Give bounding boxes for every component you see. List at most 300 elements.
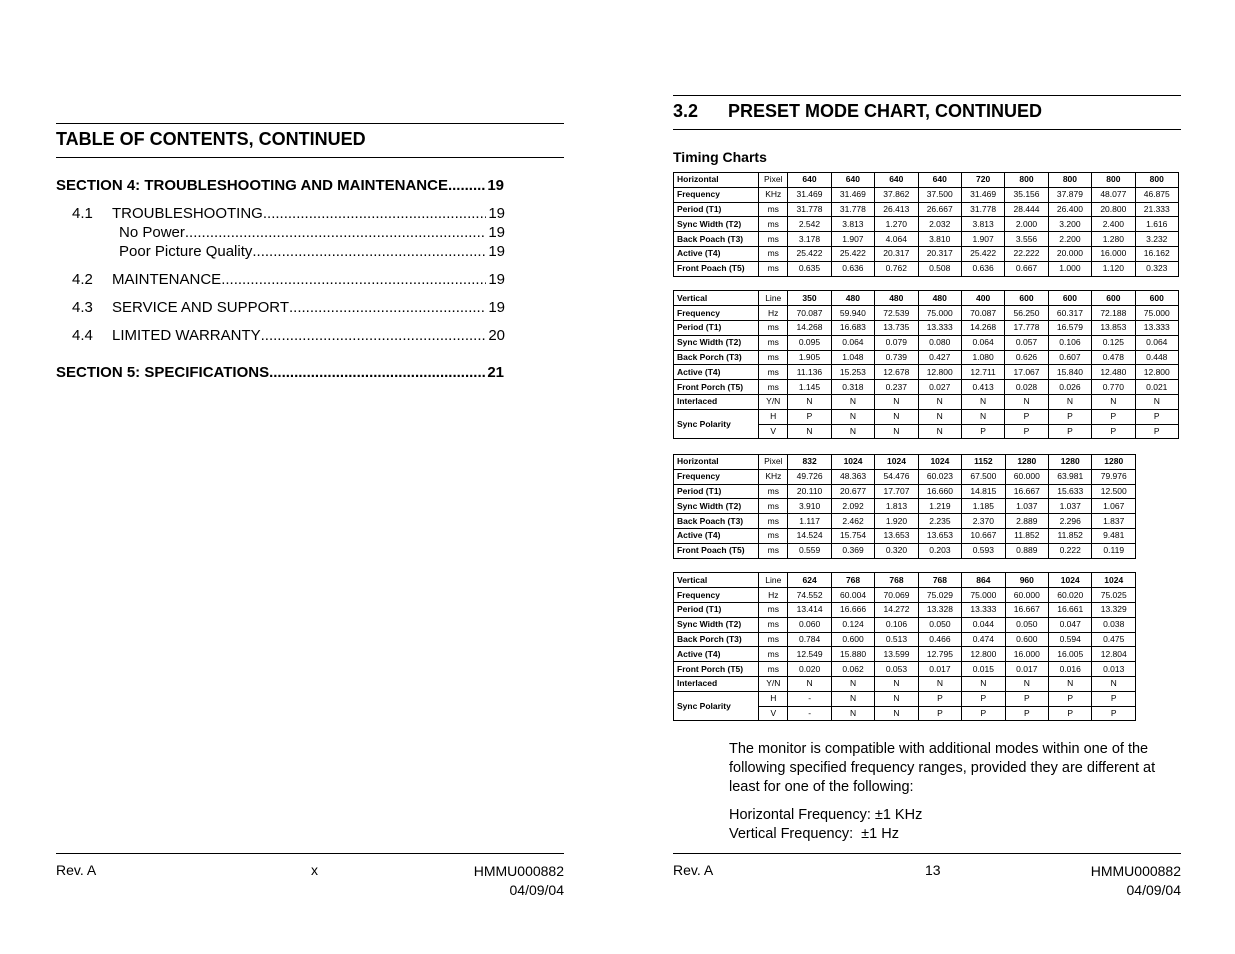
- value-cell: 0.079: [875, 335, 918, 350]
- value-cell: 28.444: [1005, 202, 1048, 217]
- row-label-cell: Active (T4): [674, 528, 759, 543]
- value-cell: 1.905: [788, 350, 831, 365]
- value-cell: 350: [788, 291, 831, 306]
- value-cell: 13.333: [918, 320, 961, 335]
- value-cell: P: [1092, 691, 1136, 706]
- value-cell: 640: [788, 173, 831, 188]
- value-cell: 0.475: [1092, 632, 1136, 647]
- vertical-header-row: [674, 291, 1179, 306]
- table-row: [674, 676, 1136, 691]
- row-label-cell: Back Poach (T3): [674, 232, 759, 247]
- value-cell: 0.050: [918, 617, 961, 632]
- empty-cell: [1005, 558, 1048, 573]
- unit-cell: ms: [759, 350, 788, 365]
- unit-cell: Hz: [759, 306, 788, 321]
- value-cell: 2.296: [1049, 514, 1092, 529]
- value-cell: 0.222: [1049, 543, 1092, 558]
- value-cell: 0.667: [1005, 261, 1048, 276]
- value-cell: 60.004: [831, 588, 874, 603]
- value-cell: P: [962, 706, 1005, 721]
- value-cell: 16.000: [1005, 647, 1048, 662]
- value-cell: 0.635: [788, 261, 831, 276]
- toc-section-page: 19: [487, 177, 504, 194]
- value-cell: N: [1005, 394, 1048, 409]
- value-cell: 12.800: [1135, 365, 1178, 380]
- value-cell: 0.739: [875, 350, 918, 365]
- unit-cell: ms: [759, 528, 788, 543]
- dot-leader: [261, 327, 487, 344]
- value-cell: 1.616: [1135, 217, 1178, 232]
- value-cell: 15.840: [1048, 365, 1091, 380]
- unit-cell: Hz: [759, 588, 788, 603]
- row-label-cell: Period (T1): [674, 602, 759, 617]
- value-cell: 640: [918, 173, 961, 188]
- value-cell: N: [875, 691, 918, 706]
- table-row: [674, 306, 1179, 321]
- footer-doc-info: [1091, 862, 1181, 900]
- value-cell: N: [1092, 394, 1135, 409]
- value-cell: 600: [1135, 291, 1178, 306]
- value-cell: 25.422: [961, 246, 1004, 261]
- dot-leader: [263, 205, 486, 222]
- value-cell: 49.726: [788, 469, 831, 484]
- value-cell: 75.000: [918, 306, 961, 321]
- value-cell: 0.013: [1092, 662, 1136, 677]
- toc-entry-4-1[interactable]: [72, 205, 505, 222]
- compatibility-paragraph: The monitor is compatible with additional modes within one of the following specified frequency ranges, provided they are different at least for one of the following:: [729, 741, 1156, 795]
- value-cell: 480: [918, 291, 961, 306]
- value-cell: 10.667: [962, 528, 1005, 543]
- value-cell: 0.017: [1005, 662, 1048, 677]
- value-cell: N: [788, 394, 831, 409]
- value-cell: P: [1135, 424, 1178, 439]
- value-cell: P: [918, 706, 961, 721]
- value-cell: 12.678: [875, 365, 918, 380]
- value-cell: 12.549: [788, 647, 831, 662]
- value-cell: 400: [961, 291, 1004, 306]
- table-row: [674, 484, 1136, 499]
- value-cell: 0.594: [1049, 632, 1092, 647]
- unit-cell: ms: [759, 217, 788, 232]
- empty-cell: [918, 276, 961, 291]
- unit-cell: ms: [759, 647, 788, 662]
- toc-entry-4-2[interactable]: [72, 271, 505, 288]
- value-cell: 1.219: [918, 499, 961, 514]
- value-cell: 1.185: [962, 499, 1005, 514]
- toc-entry-title: TROUBLESHOOTING: [112, 205, 263, 222]
- value-cell: 0.889: [1005, 543, 1048, 558]
- value-cell: N: [962, 676, 1005, 691]
- row-label-cell: Horizontal: [674, 455, 759, 470]
- value-cell: 15.754: [831, 528, 874, 543]
- value-cell: 60.023: [918, 469, 961, 484]
- value-cell: 16.000: [1092, 246, 1135, 261]
- row-label-cell: Period (T1): [674, 484, 759, 499]
- dot-leader: [289, 299, 486, 316]
- value-cell: 0.047: [1049, 617, 1092, 632]
- unit-cell: ms: [759, 261, 788, 276]
- table-row: [674, 202, 1179, 217]
- value-cell: 0.636: [831, 261, 874, 276]
- table-gap-row: [674, 558, 1136, 573]
- footer-page-number: 13: [925, 862, 941, 878]
- toc-entry-page: 20: [488, 327, 505, 344]
- unit-cell: ms: [759, 202, 788, 217]
- value-cell: 2.200: [1048, 232, 1091, 247]
- value-cell: 0.016: [1049, 662, 1092, 677]
- value-cell: 2.092: [831, 499, 874, 514]
- value-cell: 2.400: [1092, 217, 1135, 232]
- value-cell: 1.270: [875, 217, 918, 232]
- value-cell: 864: [962, 573, 1005, 588]
- unit-cell: V: [759, 706, 788, 721]
- value-cell: 35.156: [1005, 187, 1048, 202]
- value-cell: 13.329: [1092, 602, 1136, 617]
- value-cell: 1024: [918, 455, 961, 470]
- row-label-cell: Front Poach (T5): [674, 261, 759, 276]
- value-cell: 26.400: [1048, 202, 1091, 217]
- value-cell: 22.222: [1005, 246, 1048, 261]
- value-cell: 31.778: [788, 202, 831, 217]
- row-label-cell: Frequency: [674, 306, 759, 321]
- dot-leader: [221, 271, 486, 288]
- value-cell: 20.317: [918, 246, 961, 261]
- value-cell: N: [831, 706, 874, 721]
- empty-cell: [875, 276, 918, 291]
- empty-cell: [1135, 276, 1178, 291]
- toc-entry-4-3[interactable]: [72, 299, 505, 316]
- toc-section-title: SECTION 5: SPECIFICATIONS: [56, 364, 270, 381]
- footer-doc-number: HMMU000882: [1090, 863, 1181, 879]
- table-row: [674, 232, 1179, 247]
- empty-cell: [674, 558, 759, 573]
- value-cell: 1152: [962, 455, 1005, 470]
- value-cell: 11.852: [1005, 528, 1048, 543]
- toc-section-5[interactable]: [56, 364, 504, 381]
- table-row: [674, 617, 1136, 632]
- value-cell: N: [918, 394, 961, 409]
- value-cell: 0.478: [1092, 350, 1135, 365]
- heading-bottom-rule: [56, 157, 564, 158]
- unit-cell: H: [759, 409, 788, 424]
- value-cell: 12.711: [961, 365, 1004, 380]
- footer-date: 04/09/04: [509, 882, 564, 898]
- value-cell: 37.879: [1048, 187, 1091, 202]
- value-cell: 0.027: [918, 380, 961, 395]
- value-cell: N: [831, 394, 874, 409]
- value-cell: 1280: [1049, 455, 1092, 470]
- value-cell: 800: [1135, 173, 1178, 188]
- toc-entry-4-4[interactable]: [72, 327, 505, 344]
- value-cell: 0.318: [831, 380, 874, 395]
- value-cell: 17.707: [875, 484, 918, 499]
- value-cell: 16.162: [1135, 246, 1178, 261]
- value-cell: 0.125: [1092, 335, 1135, 350]
- value-cell: 15.880: [831, 647, 874, 662]
- unit-cell: ms: [759, 484, 788, 499]
- value-cell: 768: [831, 573, 874, 588]
- row-label-cell: Back Porch (T3): [674, 632, 759, 647]
- value-cell: 0.770: [1092, 380, 1135, 395]
- value-cell: N: [961, 394, 1004, 409]
- value-cell: 3.813: [831, 217, 874, 232]
- value-cell: P: [918, 691, 961, 706]
- toc-entry-title: Poor Picture Quality: [119, 243, 253, 260]
- value-cell: 0.080: [918, 335, 961, 350]
- value-cell: 14.524: [788, 528, 831, 543]
- value-cell: 0.626: [1005, 350, 1048, 365]
- row-label-cell: Interlaced: [674, 394, 759, 409]
- footer-doc-info: [474, 862, 564, 900]
- value-cell: 70.087: [788, 306, 831, 321]
- value-cell: 1024: [875, 455, 918, 470]
- timing-table-2: [673, 454, 1136, 721]
- value-cell: 1.907: [961, 232, 1004, 247]
- value-cell: 0.474: [962, 632, 1005, 647]
- value-cell: 20.800: [1092, 202, 1135, 217]
- unit-cell: ms: [759, 543, 788, 558]
- value-cell: 640: [875, 173, 918, 188]
- footer-revision: Rev. A: [56, 862, 97, 878]
- value-cell: 0.021: [1135, 380, 1178, 395]
- toc-entry-page: 19: [488, 205, 505, 222]
- row-label-cell: Front Porch (T5): [674, 380, 759, 395]
- value-cell: 16.666: [831, 602, 874, 617]
- value-cell: 0.106: [875, 617, 918, 632]
- value-cell: 16.683: [831, 320, 874, 335]
- value-cell: 16.661: [1049, 602, 1092, 617]
- value-cell: 0.057: [1005, 335, 1048, 350]
- toc-section-title: SECTION 4: TROUBLESHOOTING AND MAINTENANCE: [56, 177, 448, 194]
- value-cell: 1.000: [1048, 261, 1091, 276]
- value-cell: P: [1048, 424, 1091, 439]
- value-cell: 1.920: [875, 514, 918, 529]
- row-label-cell: Period (T1): [674, 320, 759, 335]
- toc-entry-no-power[interactable]: [119, 224, 505, 241]
- value-cell: 0.237: [875, 380, 918, 395]
- right-page: [673, 0, 1181, 954]
- value-cell: 480: [875, 291, 918, 306]
- footer-rule: [673, 853, 1181, 854]
- value-cell: 600: [1005, 291, 1048, 306]
- toc-entry-title: No Power: [119, 224, 185, 241]
- empty-cell: [875, 558, 918, 573]
- value-cell: 21.333: [1135, 202, 1178, 217]
- unit-cell: KHz: [759, 187, 788, 202]
- tolerance-horizontal: Horizontal Frequency: ±1 KHz: [729, 807, 923, 823]
- value-cell: 56.250: [1005, 306, 1048, 321]
- unit-cell: ms: [759, 365, 788, 380]
- value-cell: 60.317: [1048, 306, 1091, 321]
- value-cell: 800: [1048, 173, 1091, 188]
- value-cell: 54.476: [875, 469, 918, 484]
- value-cell: 0.095: [788, 335, 831, 350]
- dot-leader: [269, 364, 485, 381]
- value-cell: N: [918, 676, 961, 691]
- value-cell: 0.106: [1048, 335, 1091, 350]
- table-row: [674, 261, 1179, 276]
- value-cell: 20.677: [831, 484, 874, 499]
- empty-cell: [962, 558, 1005, 573]
- value-cell: 16.667: [1005, 484, 1048, 499]
- horizontal-header-row: [674, 173, 1179, 188]
- value-cell: N: [788, 676, 831, 691]
- vertical-header-row: [674, 573, 1136, 588]
- value-cell: 20.317: [875, 246, 918, 261]
- value-cell: 1.080: [961, 350, 1004, 365]
- value-cell: P: [1005, 424, 1048, 439]
- unit-cell: ms: [759, 662, 788, 677]
- table-row: [674, 588, 1136, 603]
- row-label-cell: Vertical: [674, 573, 759, 588]
- value-cell: 70.087: [961, 306, 1004, 321]
- toc-entry-page: 19: [488, 224, 505, 241]
- toc-entry-title: LIMITED WARRANTY: [112, 327, 261, 344]
- value-cell: 624: [788, 573, 831, 588]
- table-row: [674, 365, 1179, 380]
- table-row: [674, 335, 1179, 350]
- table-row: [674, 543, 1136, 558]
- table-row: [674, 528, 1136, 543]
- value-cell: 480: [831, 291, 874, 306]
- value-cell: 1.037: [1049, 499, 1092, 514]
- row-label-cell: Vertical: [674, 291, 759, 306]
- row-label-cell: Back Porch (T3): [674, 350, 759, 365]
- value-cell: -: [788, 706, 831, 721]
- row-label-cell: Sync Width (T2): [674, 499, 759, 514]
- value-cell: P: [1049, 706, 1092, 721]
- footer-page-number: x: [311, 862, 318, 878]
- value-cell: N: [1005, 676, 1048, 691]
- value-cell: 2.370: [962, 514, 1005, 529]
- empty-cell: [1005, 276, 1048, 291]
- value-cell: 0.636: [961, 261, 1004, 276]
- value-cell: 800: [1092, 173, 1135, 188]
- sync-polarity-h-row: [674, 409, 1179, 424]
- unit-cell: V: [759, 424, 788, 439]
- unit-cell: ms: [759, 617, 788, 632]
- value-cell: 12.800: [918, 365, 961, 380]
- value-cell: 800: [1005, 173, 1048, 188]
- value-cell: 0.320: [875, 543, 918, 558]
- value-cell: 3.200: [1048, 217, 1091, 232]
- toc-section-4[interactable]: [56, 177, 504, 194]
- value-cell: N: [788, 424, 831, 439]
- value-cell: N: [831, 409, 874, 424]
- value-cell: 11.852: [1049, 528, 1092, 543]
- value-cell: N: [918, 424, 961, 439]
- value-cell: 12.804: [1092, 647, 1136, 662]
- row-label-cell: Active (T4): [674, 365, 759, 380]
- value-cell: 12.800: [962, 647, 1005, 662]
- value-cell: 3.910: [788, 499, 831, 514]
- value-cell: 12.500: [1092, 484, 1136, 499]
- row-label-cell: Sync Width (T2): [674, 335, 759, 350]
- value-cell: 0.064: [831, 335, 874, 350]
- value-cell: 1.280: [1092, 232, 1135, 247]
- value-cell: 14.815: [962, 484, 1005, 499]
- value-cell: 768: [875, 573, 918, 588]
- value-cell: 12.480: [1092, 365, 1135, 380]
- value-cell: 0.203: [918, 543, 961, 558]
- value-cell: 0.026: [1048, 380, 1091, 395]
- value-cell: P: [961, 424, 1004, 439]
- value-cell: 25.422: [831, 246, 874, 261]
- value-cell: 1.837: [1092, 514, 1136, 529]
- toc-heading: TABLE OF CONTENTS, CONTINUED: [56, 129, 366, 149]
- sync-polarity-label: Sync Polarity: [674, 409, 759, 439]
- toc-entry-page: 19: [488, 299, 505, 316]
- row-label-cell: Horizontal: [674, 173, 759, 188]
- value-cell: P: [788, 409, 831, 424]
- value-cell: 1280: [1005, 455, 1048, 470]
- value-cell: 1.037: [1005, 499, 1048, 514]
- value-cell: 79.976: [1092, 469, 1136, 484]
- unit-cell: ms: [759, 320, 788, 335]
- value-cell: 9.481: [1092, 528, 1136, 543]
- timing-charts-subheading: Timing Charts: [673, 149, 767, 165]
- toc-entry-number: 4.2: [72, 271, 93, 288]
- value-cell: 0.369: [831, 543, 874, 558]
- value-cell: P: [1135, 409, 1178, 424]
- toc-entry-page: 19: [488, 271, 505, 288]
- value-cell: 0.124: [831, 617, 874, 632]
- unit-cell: ms: [759, 602, 788, 617]
- table-row: [674, 394, 1179, 409]
- unit-cell: ms: [759, 232, 788, 247]
- value-cell: 0.762: [875, 261, 918, 276]
- value-cell: 2.542: [788, 217, 831, 232]
- table-row: [674, 350, 1179, 365]
- value-cell: 0.600: [1005, 632, 1048, 647]
- value-cell: 1.907: [831, 232, 874, 247]
- toc-entry-number: 4.3: [72, 299, 93, 316]
- value-cell: P: [1048, 409, 1091, 424]
- value-cell: 0.559: [788, 543, 831, 558]
- value-cell: 2.032: [918, 217, 961, 232]
- value-cell: N: [1049, 676, 1092, 691]
- empty-cell: [674, 276, 759, 291]
- unit-cell: ms: [759, 632, 788, 647]
- value-cell: 13.328: [918, 602, 961, 617]
- unit-cell: ms: [759, 499, 788, 514]
- value-cell: N: [875, 424, 918, 439]
- value-cell: 3.810: [918, 232, 961, 247]
- dot-leader: [185, 224, 486, 241]
- value-cell: 720: [961, 173, 1004, 188]
- table-row: [674, 632, 1136, 647]
- heading-bottom-rule: [673, 129, 1181, 130]
- value-cell: 26.413: [875, 202, 918, 217]
- empty-cell: [788, 276, 831, 291]
- value-cell: P: [962, 691, 1005, 706]
- value-cell: 60.020: [1049, 588, 1092, 603]
- row-label-cell: Active (T4): [674, 647, 759, 662]
- toc-entry-page: 19: [488, 243, 505, 260]
- table-row: [674, 514, 1136, 529]
- value-cell: 20.000: [1048, 246, 1091, 261]
- value-cell: 20.110: [788, 484, 831, 499]
- empty-cell: [1048, 276, 1091, 291]
- value-cell: 16.005: [1049, 647, 1092, 662]
- value-cell: 14.272: [875, 602, 918, 617]
- empty-cell: [961, 276, 1004, 291]
- value-cell: 0.044: [962, 617, 1005, 632]
- table-row: [674, 602, 1136, 617]
- value-cell: 960: [1005, 573, 1048, 588]
- toc-entry-poor-picture-quality[interactable]: [119, 243, 505, 260]
- value-cell: P: [1005, 409, 1048, 424]
